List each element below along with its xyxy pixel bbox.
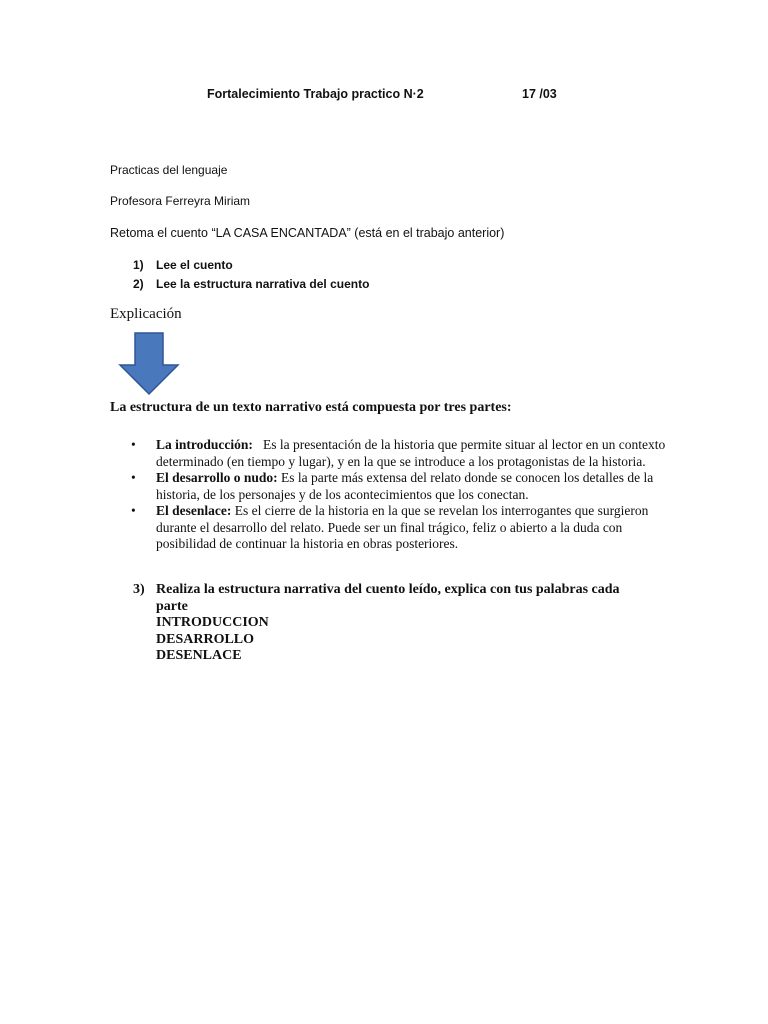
subject-line: Practicas del lenguaje: [110, 163, 228, 177]
structure-heading: La estructura de un texto narrativo está compuesta por tres partes:: [110, 400, 512, 415]
narrative-parts-list: [131, 437, 671, 553]
list-item: [133, 257, 369, 276]
step-number: 1): [133, 258, 144, 272]
list-item: [133, 276, 369, 295]
step-text: Lee el cuento: [156, 258, 233, 272]
section-desarrollo: DESARROLLO: [156, 631, 255, 647]
bullet-icon: •: [131, 437, 136, 452]
section-desenlace: DESENLACE: [156, 648, 242, 663]
step-number: 2): [133, 277, 144, 291]
task-number: 3): [133, 582, 145, 597]
part-description: Es el cierre de la historia en la que se revelan los interrogantes que surgieron durante el desarrollo del relato. Puede ser un final trágico, feliz o abierto a la duda con posibilidad de continuar la historia en obras posteriores.: [156, 503, 649, 551]
document-title: Fortalecimiento Trabajo practico N·2: [207, 87, 424, 101]
task-item: [133, 582, 653, 665]
list-item: [131, 503, 671, 553]
list-item: [131, 437, 671, 470]
instruction-line: Retoma el cuento “LA CASA ENCANTADA” (está en el trabajo anterior): [110, 226, 505, 240]
bullet-icon: •: [131, 503, 136, 518]
steps-list: [133, 257, 369, 295]
part-description: Es la presentación de la historia que permite situar al lector en un contexto determinado (en tiempo y lugar), y en la que se introduce a los protagonistas de la historia.: [156, 437, 666, 469]
part-term: La introducción:: [156, 437, 253, 452]
teacher-line: Profesora Ferreyra Miriam: [110, 194, 251, 208]
document-date: 17 /03: [522, 87, 557, 101]
bullet-icon: •: [131, 470, 136, 485]
part-term: El desarrollo o nudo:: [156, 470, 278, 485]
step-text: Lee la estructura narrativa del cuento: [156, 277, 370, 291]
list-item: [131, 470, 671, 503]
part-term: El desenlace:: [156, 503, 232, 518]
down-arrow-icon: [118, 332, 180, 396]
explanation-label: Explicación: [110, 306, 182, 322]
section-introduccion: INTRODUCCION: [156, 615, 269, 630]
part-description: Es la parte más extensa del relato donde se conocen los detalles de la historia, de los personajes y de los acontecimientos que los conectan.: [156, 470, 654, 502]
task-text: Realiza la estructura narrativa del cuento leído, explica con tus palabras cada parte: [156, 582, 620, 614]
